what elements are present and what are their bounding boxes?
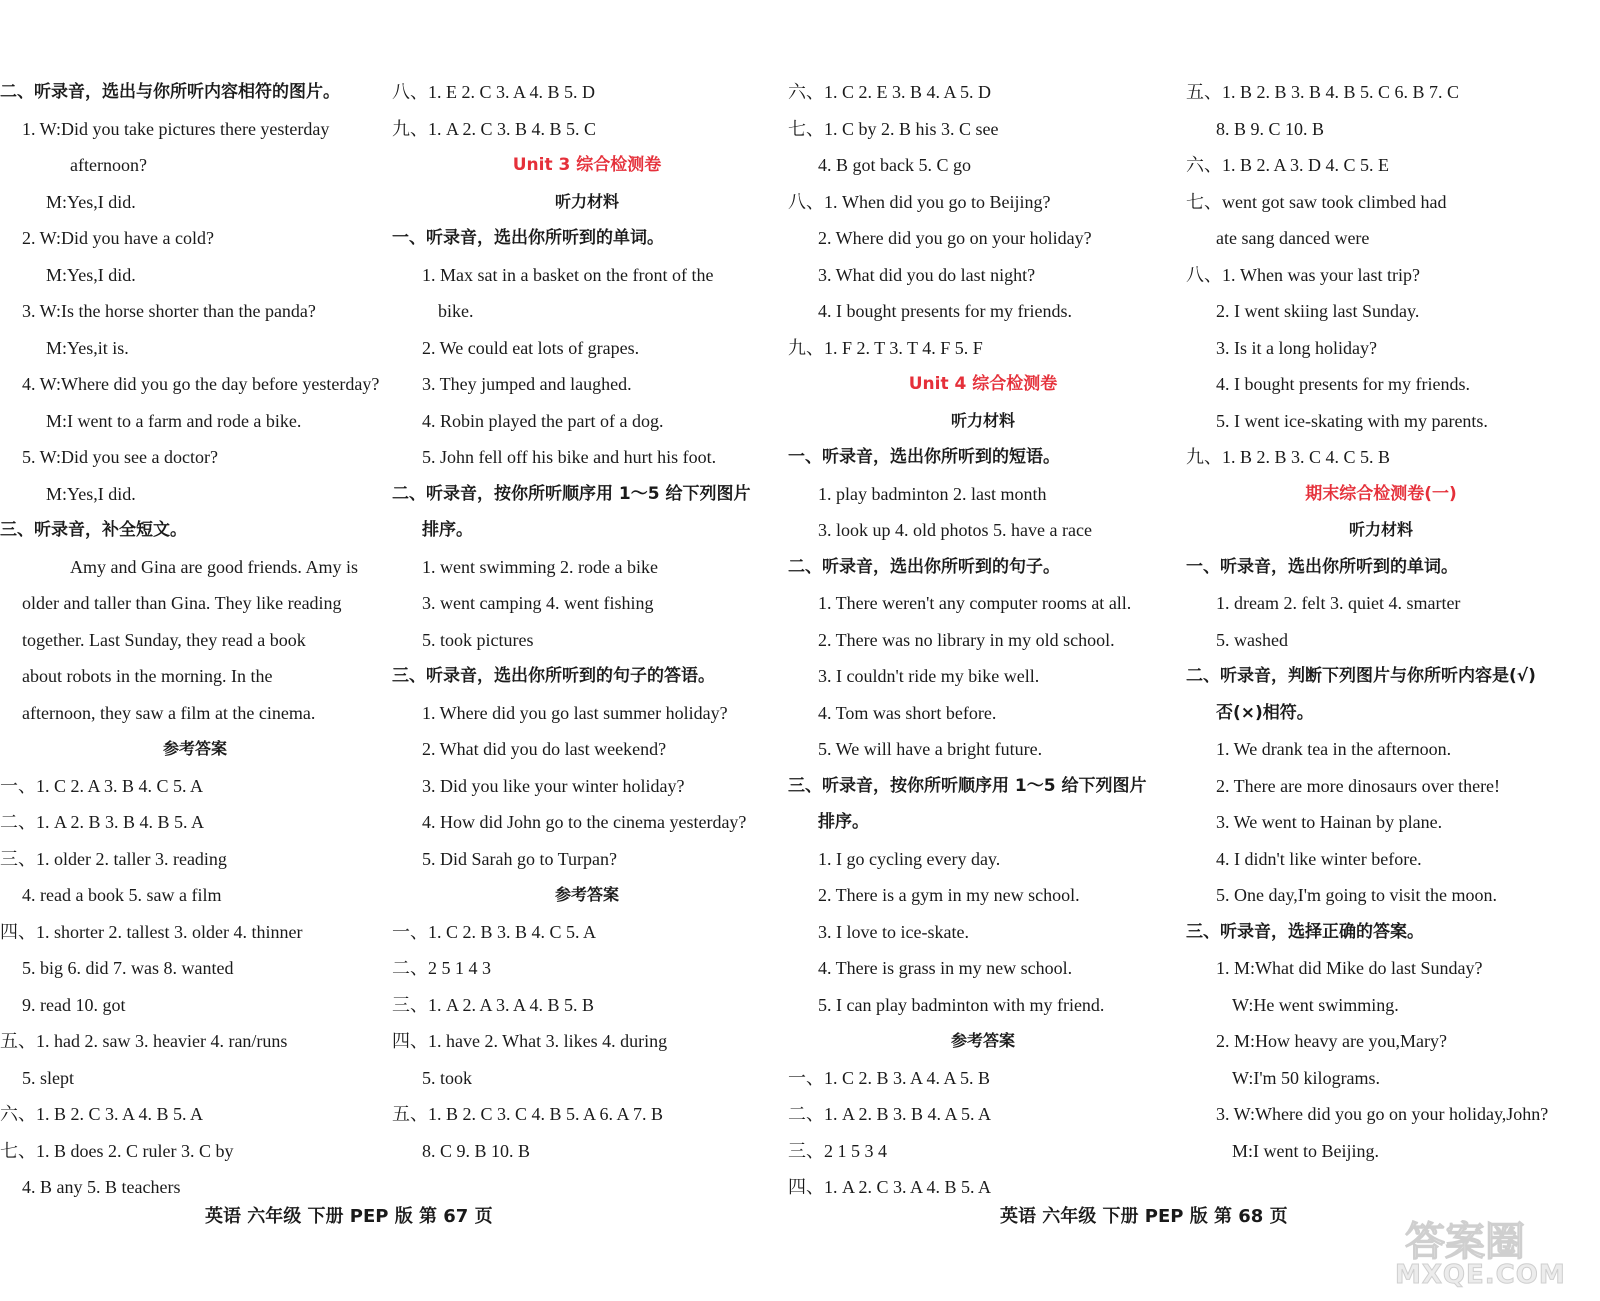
text-line: 5. W:Did you see a doctor?: [22, 447, 218, 467]
text-line: M:Yes,it is.: [46, 337, 129, 358]
text-line: 4. read a book 5. saw a film: [22, 885, 222, 905]
text-line: 4. I bought presents for my friends.: [1216, 374, 1470, 394]
text-line: 3. They jumped and laughed.: [422, 374, 632, 394]
text-line: 七、went got saw took climbed had: [1186, 191, 1447, 212]
text-line: 1. went swimming 2. rode a bike: [422, 556, 658, 577]
section-heading: 期末综合检测卷(一): [1305, 483, 1457, 504]
text-line: 四、1. have 2. What 3. likes 4. during: [392, 1031, 668, 1051]
text-line: 3. I couldn't ride my bike well.: [818, 666, 1040, 686]
section-heading: 一、听录音，选出你所听到的单词。: [392, 228, 664, 248]
text-line: 5. John fell off his bike and hurt his foot.: [422, 447, 717, 467]
text-line: 九、1. B 2. B 3. C 4. C 5. B: [1186, 447, 1391, 467]
text-line: 4. W:Where did you go the day before yesterday?: [22, 374, 380, 394]
text-line: M:Yes,I did.: [46, 264, 136, 285]
text-line: 1. play badminton 2. last month: [818, 483, 1047, 504]
text-line: 一、1. C 2. B 3. B 4. C 5. A: [392, 921, 597, 942]
answer-column-1: [0, 74, 390, 1206]
text-line: 3. Did you like your winter holiday?: [422, 775, 685, 796]
site-watermark-logo: [1395, 1210, 1595, 1295]
text-line: W:I'm 50 kilograms.: [1232, 1067, 1381, 1088]
text-line: 2. There is a gym in my new school.: [818, 885, 1080, 905]
text-line: M:I went to Beijing.: [1232, 1140, 1379, 1161]
text-line: 3. I love to ice-skate.: [818, 921, 969, 942]
text-line: 八、1. E 2. C 3. A 4. B 5. D: [392, 82, 596, 102]
text-line: 9. read 10. got: [22, 994, 126, 1015]
text-line: 4. How did John go to the cinema yesterday?: [422, 812, 747, 832]
text-line: W:He went swimming.: [1232, 994, 1399, 1015]
text-line: 六、1. B 2. C 3. A 4. B 5. A: [0, 1104, 204, 1124]
text-line: 九、1. A 2. C 3. B 4. B 5. C: [392, 118, 597, 139]
section-heading: 三、听录音，补全短文。: [0, 520, 187, 540]
section-heading: 一、听录音，选出你所听到的短语。: [788, 447, 1060, 467]
text-line: 3. Is it a long holiday?: [1216, 337, 1377, 358]
text-line: 2. I went skiing last Sunday.: [1216, 301, 1420, 321]
text-line: 4. B any 5. B teachers: [22, 1177, 181, 1197]
answer-column-4: [1186, 74, 1576, 1169]
section-heading: 听力材料: [554, 191, 619, 211]
text-line: 八、1. When was your last trip?: [1186, 264, 1420, 285]
text-line: M:I went to a farm and rode a bike.: [46, 410, 302, 431]
text-line: 2. We could eat lots of grapes.: [422, 337, 640, 358]
text-line: 8. C 9. B 10. B: [422, 1140, 531, 1161]
text-line: 1. dream 2. felt 3. quiet 4. smarter: [1216, 593, 1461, 613]
text-line: 3. look up 4. old photos 5. have a race: [818, 520, 1092, 540]
text-line: 5. slept: [22, 1067, 74, 1088]
text-line: 8. B 9. C 10. B: [1216, 118, 1325, 139]
text-line: 2. W:Did you have a cold?: [22, 228, 214, 248]
text-line: 5. One day,I'm going to visit the moon.: [1216, 885, 1498, 905]
section-heading: 参考答案: [950, 1031, 1015, 1050]
text-line: ate sang danced were: [1216, 228, 1370, 248]
text-line: 5. We will have a bright future.: [818, 739, 1043, 759]
text-line: 1. I go cycling every day.: [818, 848, 1001, 869]
text-line: 五、1. had 2. saw 3. heavier 4. ran/runs: [0, 1031, 288, 1051]
text-line: 1. W:Did you take pictures there yesterday: [22, 118, 330, 139]
text-line: 一、1. C 2. B 3. A 4. A 5. B: [788, 1067, 991, 1088]
section-heading: 一、听录音，选出你所听到的单词。: [1186, 556, 1458, 577]
text-line: 四、1. shorter 2. tallest 3. older 4. thinner: [0, 921, 303, 942]
text-line: 3. What did you do last night?: [818, 264, 1036, 285]
section-heading: 二、听录音，判断下列图片与你所听内容是(√): [1186, 666, 1536, 686]
text-line: 1. There weren't any computer rooms at all.: [818, 593, 1132, 613]
text-line: 2. There was no library in my old school.: [818, 629, 1115, 650]
section-heading: 二、听录音，选出你所听到的句子。: [788, 556, 1060, 577]
text-line: 4. Tom was short before.: [818, 702, 997, 723]
answer-column-2: [392, 74, 782, 1169]
text-line: afternoon?: [70, 155, 147, 175]
watermark-text: 答案圈: [1405, 1219, 1525, 1265]
section-heading: 听力材料: [950, 410, 1015, 430]
section-heading: 二、听录音，按你所听顺序用 1～5 给下列图片: [392, 483, 751, 504]
text-line: 5. big 6. did 7. was 8. wanted: [22, 958, 234, 978]
text-line: 三、2 1 5 3 4: [788, 1140, 887, 1161]
text-line: 5. I went ice-skating with my parents.: [1216, 410, 1488, 431]
watermark-url: MXQE.COM: [1395, 1260, 1566, 1290]
text-line: 七、1. B does 2. C ruler 3. C by: [0, 1140, 234, 1161]
page-footer-67: 英语 六年级 下册 PEP 版 第 67 页: [205, 1206, 493, 1227]
section-heading: 三、听录音，按你所听顺序用 1～5 给下列图片: [788, 775, 1147, 796]
text-line: M:Yes,I did.: [46, 191, 136, 212]
text-line: 3. W:Where did you go on your holiday,John?: [1216, 1104, 1549, 1124]
text-line: 3. W:Is the horse shorter than the panda?: [22, 301, 316, 321]
text-line: afternoon, they saw a film at the cinema.: [22, 702, 316, 723]
text-line: 1. Where did you go last summer holiday?: [422, 702, 728, 723]
text-line: 4. I bought presents for my friends.: [818, 301, 1072, 321]
text-line: 4. B got back 5. C go: [818, 155, 971, 175]
text-line: 五、1. B 2. C 3. C 4. B 5. A 6. A 7. B: [392, 1104, 664, 1124]
text-line: 三、1. older 2. taller 3. reading: [0, 848, 227, 869]
text-line: 2. Where did you go on your holiday?: [818, 228, 1092, 248]
section-heading: 否(×)相符。: [1216, 702, 1314, 723]
text-line: 2. There are more dinosaurs over there!: [1216, 775, 1501, 796]
text-line: 1. Max sat in a basket on the front of the: [422, 264, 714, 285]
text-line: 4. I didn't like winter before.: [1216, 848, 1422, 869]
text-line: 4. Robin played the part of a dog.: [422, 410, 664, 431]
text-line: 二、2 5 1 4 3: [392, 958, 491, 978]
page-footer-68: 英语 六年级 下册 PEP 版 第 68 页: [1000, 1206, 1288, 1227]
section-heading: 排序。: [818, 812, 869, 832]
text-line: 八、1. When did you go to Beijing?: [788, 191, 1051, 212]
text-line: 一、1. C 2. A 3. B 4. C 5. A: [0, 775, 204, 796]
text-line: 3. went camping 4. went fishing: [422, 593, 654, 613]
text-line: 5. washed: [1216, 629, 1288, 650]
text-line: older and taller than Gina. They like reading: [22, 593, 342, 613]
text-line: 七、1. C by 2. B his 3. C see: [788, 118, 999, 139]
section-heading: Unit 3 综合检测卷: [512, 155, 662, 175]
text-line: 四、1. A 2. C 3. A 4. B 5. A: [788, 1177, 992, 1197]
text-line: 九、1. F 2. T 3. T 4. F 5. F: [788, 337, 983, 358]
answer-column-3: [788, 74, 1178, 1206]
text-line: 二、1. A 2. B 3. B 4. A 5. A: [788, 1104, 992, 1124]
text-line: 5. took pictures: [422, 629, 534, 650]
text-line: 三、1. A 2. A 3. A 4. B 5. B: [392, 994, 595, 1015]
section-heading: 参考答案: [162, 739, 227, 758]
text-line: 二、1. A 2. B 3. B 4. B 5. A: [0, 812, 205, 832]
text-line: 3. We went to Hainan by plane.: [1216, 812, 1443, 832]
text-line: 1. M:What did Mike do last Sunday?: [1216, 958, 1483, 978]
text-line: 4. There is grass in my new school.: [818, 958, 1073, 978]
section-heading: 参考答案: [554, 885, 619, 904]
text-line: 1. We drank tea in the afternoon.: [1216, 739, 1452, 759]
section-heading: 三、听录音，选出你所听到的句子的答语。: [392, 666, 715, 686]
text-line: Amy and Gina are good friends. Amy is: [70, 556, 358, 577]
section-heading: 三、听录音，选择正确的答案。: [1186, 921, 1424, 942]
text-line: 5. I can play badminton with my friend.: [818, 994, 1105, 1015]
text-line: 五、1. B 2. B 3. B 4. B 5. C 6. B 7. C: [1186, 82, 1460, 102]
section-heading: Unit 4 综合检测卷: [908, 374, 1058, 394]
text-line: together. Last Sunday, they read a book: [22, 629, 306, 650]
text-line: bike.: [438, 301, 474, 321]
text-line: 2. M:How heavy are you,Mary?: [1216, 1031, 1447, 1051]
text-line: 5. took: [422, 1067, 473, 1088]
section-heading: 排序。: [422, 520, 473, 540]
text-line: about robots in the morning. In the: [22, 666, 273, 686]
text-line: 5. Did Sarah go to Turpan?: [422, 848, 617, 869]
text-line: M:Yes,I did.: [46, 483, 136, 504]
text-line: 六、1. B 2. A 3. D 4. C 5. E: [1186, 155, 1390, 175]
text-line: 2. What did you do last weekend?: [422, 739, 667, 759]
text-line: 六、1. C 2. E 3. B 4. A 5. D: [788, 82, 992, 102]
section-heading: 二、听录音，选出与你所听内容相符的图片。: [0, 82, 340, 102]
section-heading: 听力材料: [1348, 520, 1413, 539]
